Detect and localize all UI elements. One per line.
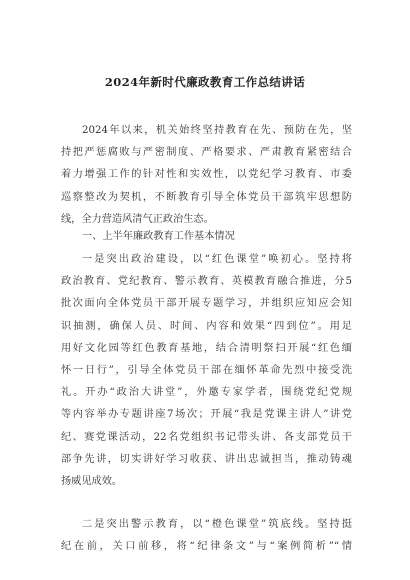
paragraph-line: 着力增强工作的针对性和实效性，以党纪学习教育、市委 [61, 169, 352, 181]
paragraph-line: 等内容举办专题讲座7场次；开展“我是党课主讲人”讲党 [61, 409, 352, 421]
paragraph-line: 批次面向全体党员干部开展专题学习，并组织应知应会知 [61, 298, 352, 310]
paragraph-warning-education [61, 514, 352, 558]
paragraph-line: 礼。开办“政治大讲堂”，外邀专家学者，围绕党纪党规 [61, 387, 352, 399]
paragraph-line: 部争先讲，切实讲好学习收获、讲出忠诚担当，推动铸魂 [61, 453, 352, 465]
paragraph-line: 二是突出警示教育，以“橙色课堂”筑底线。坚持挺 [82, 519, 352, 530]
paragraph-line: 持把严惩腐败与严密制度、严格要求、严肃教育紧密结合 [61, 147, 352, 159]
section-heading [61, 226, 352, 248]
paragraph-line: 一是突出政治建设，以“红色课堂”唤初心。坚持将 [82, 254, 352, 265]
document-title: 2024年新时代廉政教育工作总结讲话 [104, 75, 306, 89]
paragraph-line: 怀一日行”，引导全体党员干部在缅怀革命先烈中接受洗 [61, 364, 352, 376]
paragraph-line: 巡察整改为契机，不断教育引导全体党员干部筑牢思想防 [61, 191, 352, 203]
section-heading-text: 一、上半年廉政教育工作基本情况 [82, 231, 235, 242]
paragraph-line: 用好文化园等红色教育基地，结合清明祭扫开展“红色缅 [61, 342, 352, 354]
paragraph-line: 纪、赛党课活动，22名党组织书记带头讲、各支部党员干 [61, 431, 352, 443]
paragraph-intro [61, 120, 352, 231]
paragraph-political-building [61, 249, 352, 493]
paragraph-line: 政治教育、党纪教育、警示教育、英模教育融合推进，分5 [61, 276, 352, 288]
paragraph-line: 2024年以来，机关始终坚持教育在先、预防在先，坚 [82, 125, 352, 136]
paragraph-line: 线，全力营造风清气正政治生态。 [61, 213, 214, 225]
paragraph-line: 扬威见成效。 [61, 475, 123, 487]
paragraph-line: 纪在前，关口前移，将“纪律条文”与“案例简析”“情 [61, 541, 352, 553]
paragraph-line: 识抽测，确保人员、时间、内容和效果“四到位”。用足 [61, 320, 352, 332]
